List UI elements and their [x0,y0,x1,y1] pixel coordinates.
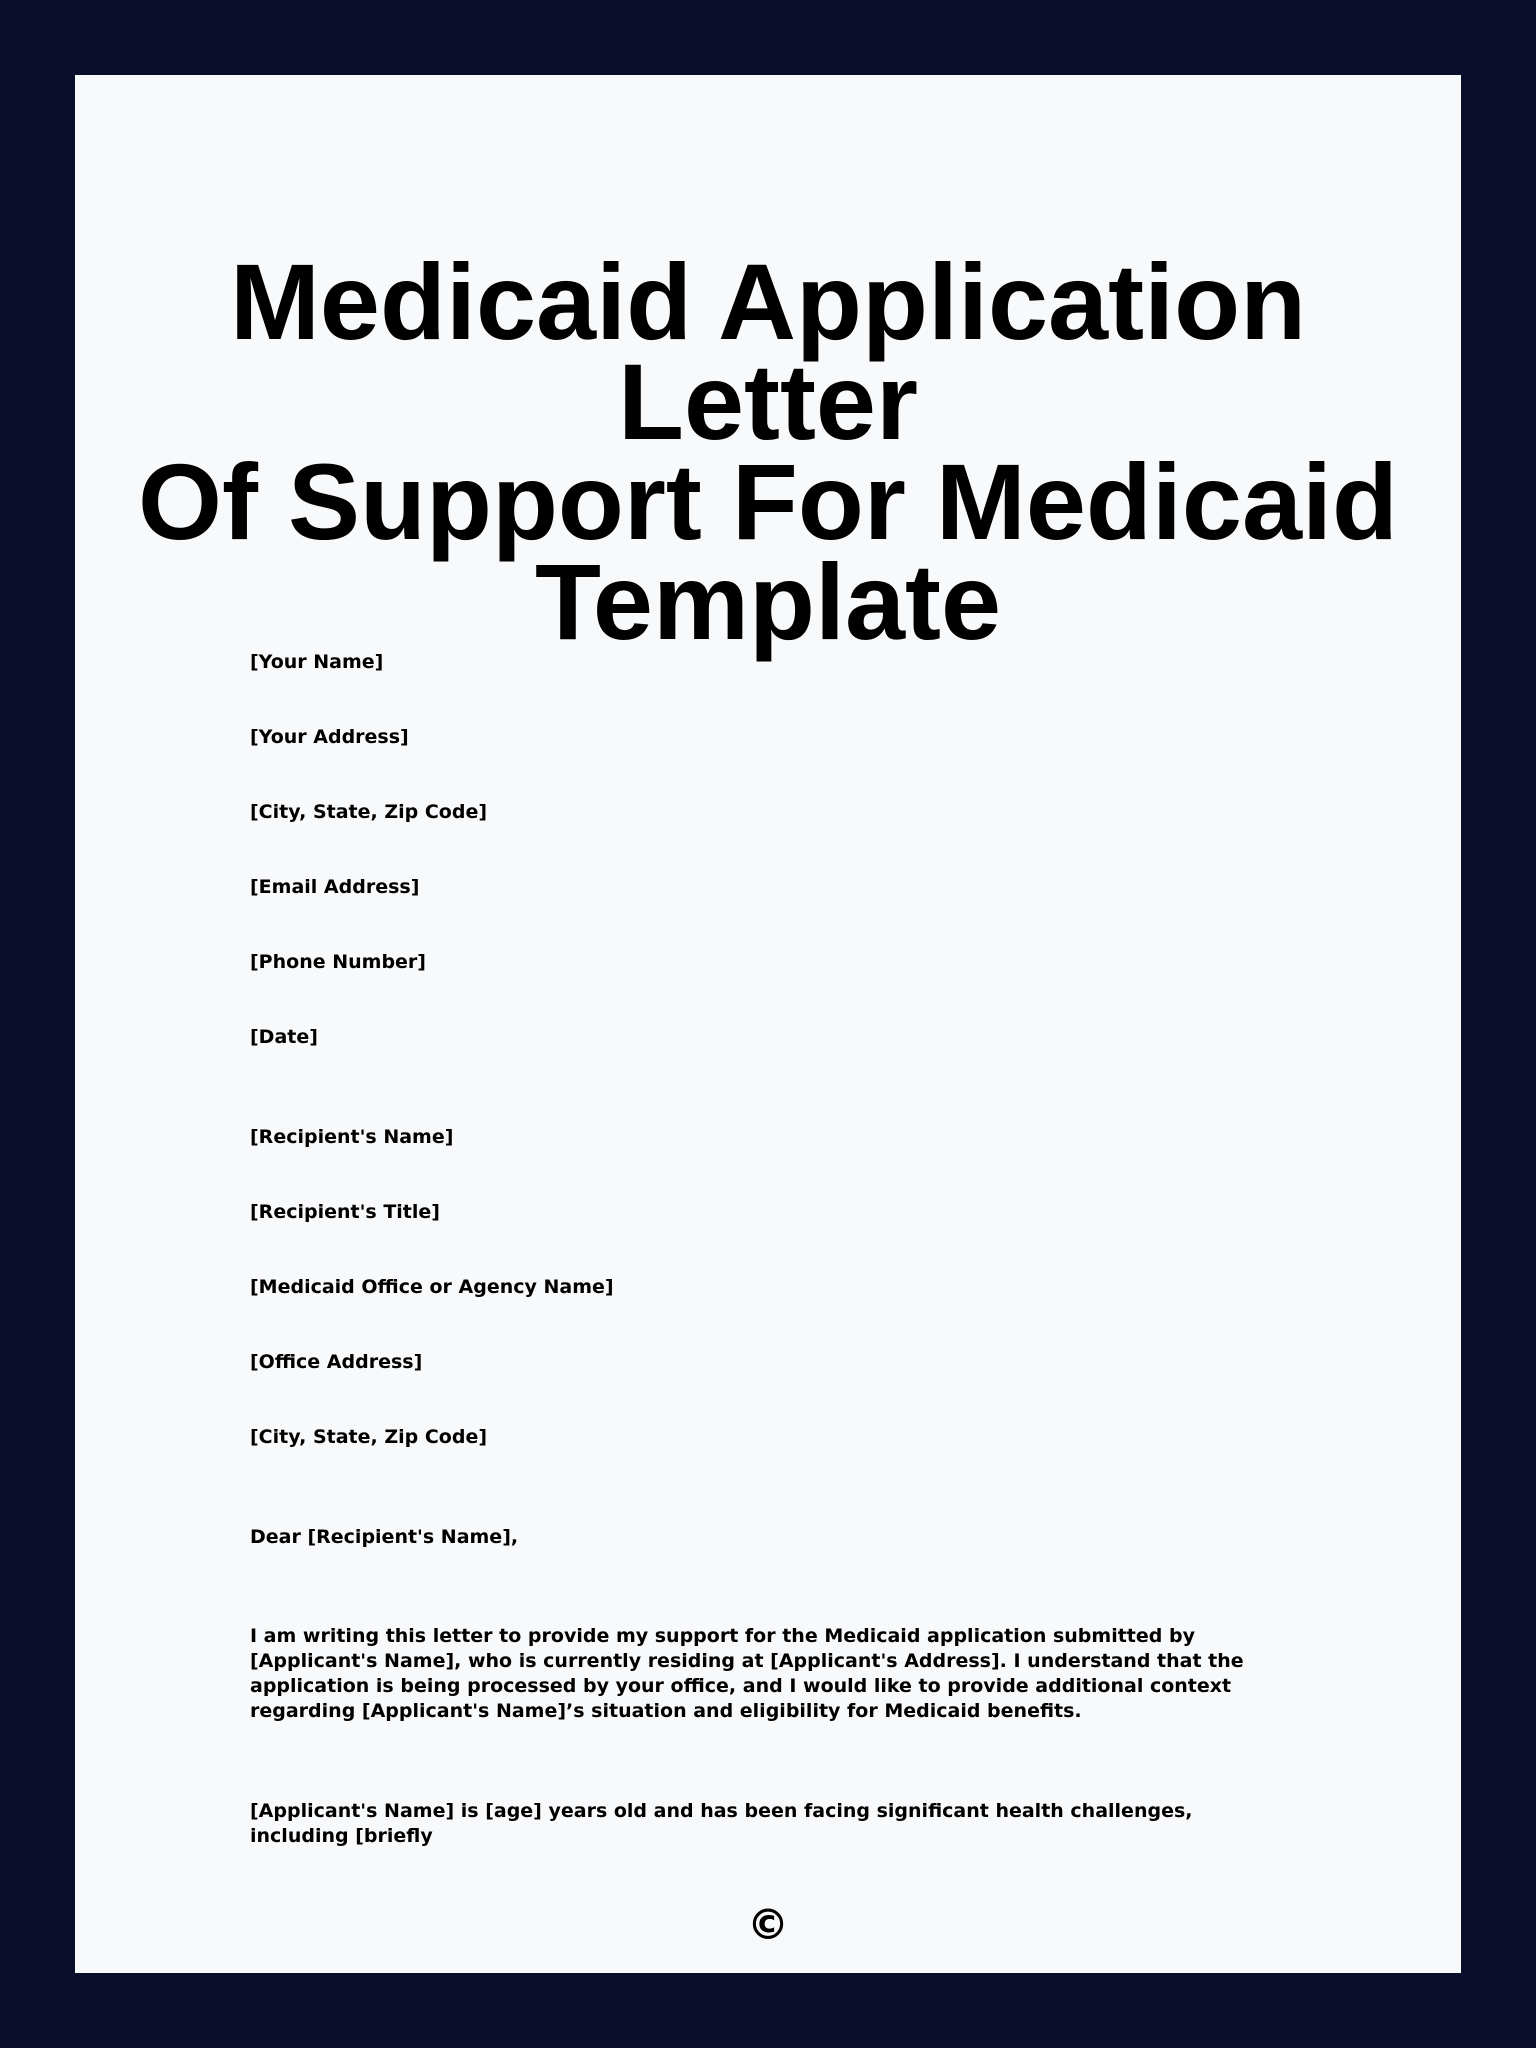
title-line: Template [534,541,1002,662]
sender-name: [Your Name] [250,651,384,673]
sender-city-state-zip: [City, State, Zip Code] [250,801,488,823]
title-line: Medicaid Application Letter [229,241,1307,462]
copyright-icon: © [747,1900,789,1949]
recipient-address: [Office Address] [250,1351,423,1373]
title-line: Of Support For Medicaid [138,441,1398,562]
letter-date: [Date] [250,1026,318,1048]
salutation: Dear [Recipient's Name], [250,1526,519,1548]
body-paragraph: [Applicant's Name] is [age] years old and has been facing significant health challenges, including [briefly [250,1800,1193,1847]
sender-email: [Email Address] [250,876,420,898]
body-paragraph: I am writing this letter to provide my support for the Medicaid application submitted by [Applicant's Name], who is currently residing at [Applicant's Address]. I understand that the application is being processed by your office, and I would like to provide additional context regarding [Applicant's Name]’s situation and eligibility for Medicaid benefits. [250,1625,1244,1722]
recipient-city-state-zip: [City, State, Zip Code] [250,1426,488,1448]
recipient-name: [Recipient's Name] [250,1126,454,1148]
document-page [75,75,1461,1973]
recipient-office: [Medicaid Office or Agency Name] [250,1276,614,1298]
recipient-title: [Recipient's Title] [250,1201,440,1223]
sender-phone: [Phone Number] [250,951,426,973]
sender-address: [Your Address] [250,726,409,748]
